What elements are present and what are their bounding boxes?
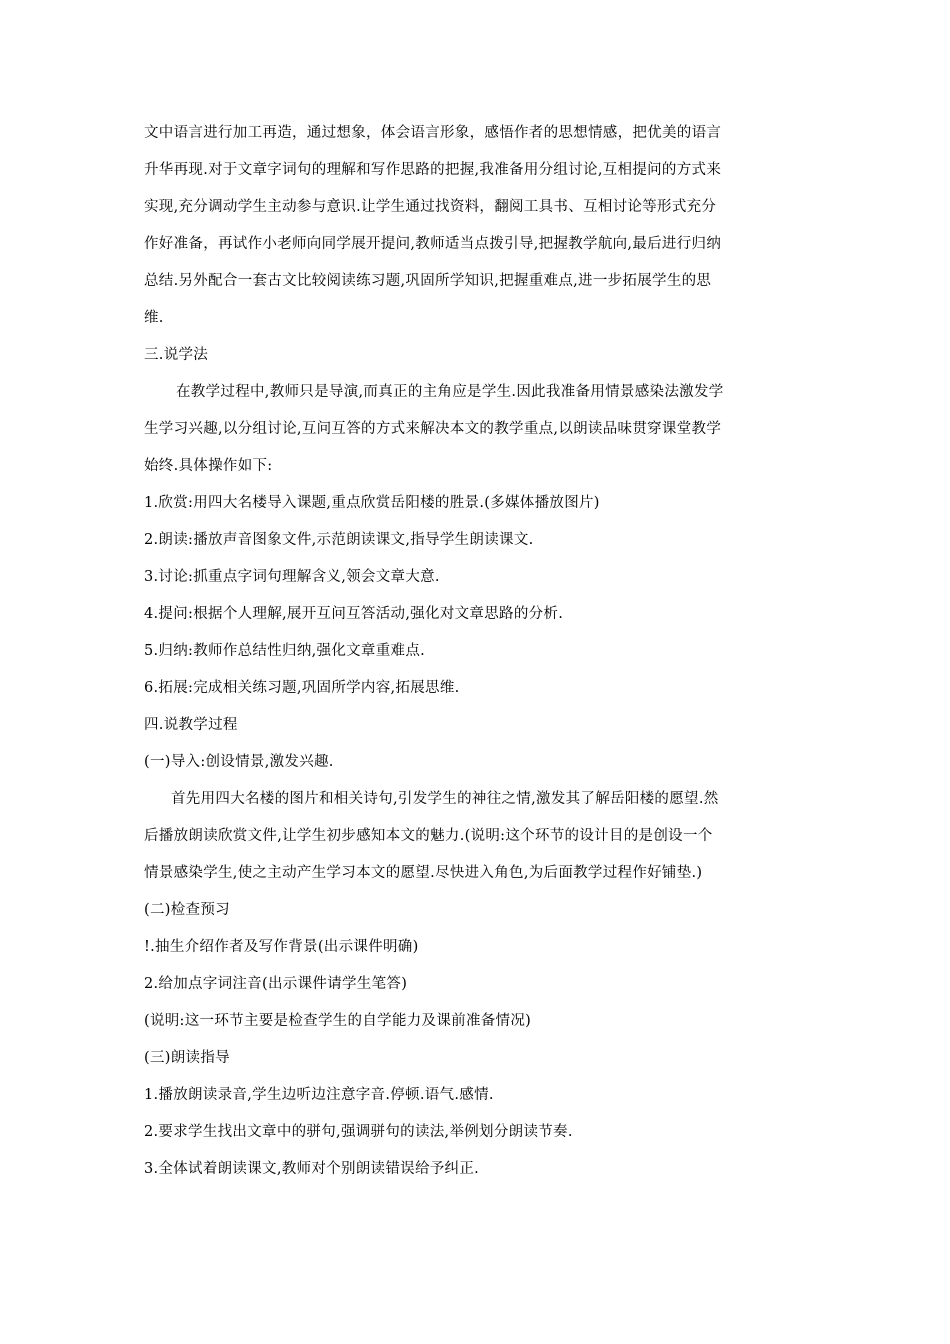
paragraph-line: 升华再现.对于文章字词句的理解和写作思路的把握,我准备用分组讨论,互相提问的方式来: [144, 162, 722, 178]
list-item: 1.播放朗读录音,学生边听边注意字音.停顿.语气.感情.: [144, 1087, 494, 1103]
section-heading-study-method: 三.说学法: [144, 347, 209, 363]
list-item: 3.讨论:抓重点字词句理解含义,领会文章大意.: [144, 569, 440, 585]
list-item: 1.欣赏:用四大名楼导入课题,重点欣赏岳阳楼的胜景.(多媒体播放图片): [144, 495, 600, 511]
paragraph-line: 总结.另外配合一套古文比较阅读练习题,巩固所学知识,把握重难点,进一步拓展学生的思: [144, 273, 712, 289]
paragraph-line: 作好准备，再试作小老师向同学展开提问,教师适当点拨引导,把握教学航向,最后进行归纳: [144, 236, 722, 252]
paragraph-line: 文中语言进行加工再造，通过想象，体会语言形象，感悟作者的思想情感，把优美的语言: [144, 125, 722, 141]
list-item: 4.提问:根据个人理解,展开互问互答活动,强化对文章思路的分析.: [144, 606, 564, 622]
paragraph-line: 生学习兴趣,以分组讨论,互问互答的方式来解决本文的教学重点,以朗读品味贯穿课堂教学: [144, 421, 722, 437]
paragraph-line: 维.: [144, 310, 164, 326]
subsection-heading-reading-guide: (三)朗读指导: [144, 1050, 230, 1066]
paragraph-line: 实现,充分调动学生主动参与意识.让学生通过找资料，翻阅工具书、互相讨论等形式充分: [144, 199, 717, 215]
paragraph-line: 后播放朗读欣赏文件,让学生初步感知本文的魅力.(说明:这个环节的设计目的是创设一个: [144, 828, 713, 844]
list-item: !.抽生介绍作者及写作背景(出示课件明确): [144, 939, 419, 955]
paragraph-line: 在教学过程中,教师只是导演,而真正的主角应是学生.因此我准备用情景感染法激发学: [176, 384, 724, 400]
subsection-heading-preview-check: (二)检查预习: [144, 902, 230, 918]
list-item: 2.朗读:播放声音图象文件,示范朗读课文,指导学生朗读课文.: [144, 532, 534, 548]
paragraph-line: 始终.具体操作如下:: [144, 458, 273, 474]
list-item: 2.要求学生找出文章中的骈句,强调骈句的读法,举例划分朗读节奏.: [144, 1124, 573, 1140]
section-heading-teaching-process: 四.说教学过程: [144, 717, 238, 733]
list-item: 2.给加点字词注音(出示课件请学生笔答): [144, 976, 408, 992]
list-item: (说明:这一环节主要是检查学生的自学能力及课前准备情况): [144, 1013, 532, 1029]
list-item: 6.拓展:完成相关练习题,巩固所学内容,拓展思维.: [144, 680, 460, 696]
subsection-heading-intro: (一)导入:创设情景,激发兴趣.: [144, 754, 334, 770]
paragraph-line: 首先用四大名楼的图片和相关诗句,引发学生的神往之情,激发其了解岳阳楼的愿望.然: [171, 791, 719, 807]
paragraph-line: 情景感染学生,使之主动产生学习本文的愿望.尽快进入角色,为后面教学过程作好铺垫.): [144, 865, 703, 881]
list-item: 5.归纳:教师作总结性归纳,强化文章重难点.: [144, 643, 426, 659]
list-item: 3.全体试着朗读课文,教师对个别朗读错误给予纠正.: [144, 1161, 480, 1177]
